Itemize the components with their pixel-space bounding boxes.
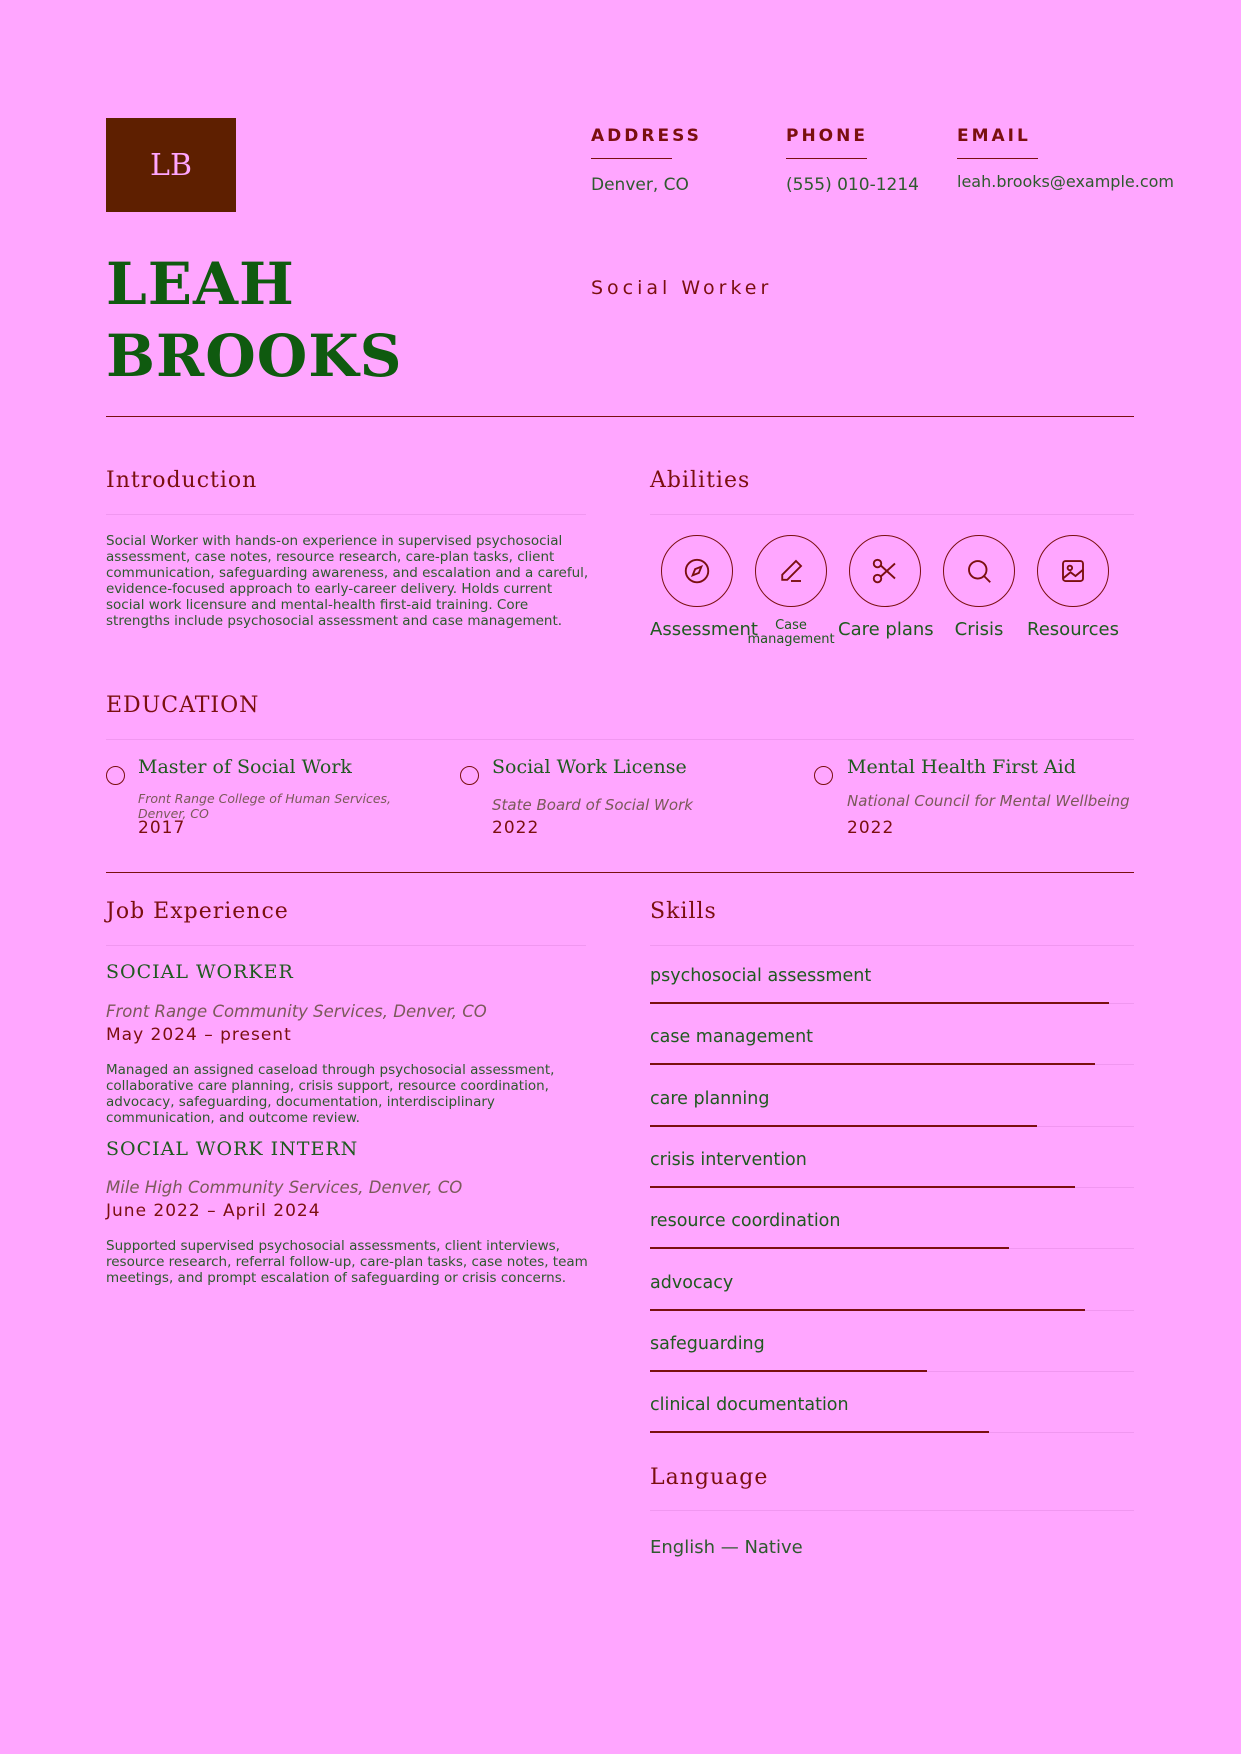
- job-dates: June 2022 – April 2024: [106, 1201, 321, 1221]
- experience-divider: [106, 945, 586, 946]
- skill-level-bar: [650, 1002, 1109, 1004]
- scissors-icon: [870, 556, 900, 586]
- language-item: English — Native: [650, 1537, 803, 1558]
- skills-title: Skills: [650, 899, 717, 924]
- address-underline: [591, 158, 672, 159]
- job-org: Front Range Community Services, Denver, CO: [106, 1002, 487, 1021]
- job-org: Mile High Community Services, Denver, CO: [106, 1178, 463, 1197]
- education-item-title: Social Work License: [492, 756, 687, 778]
- header-divider: [106, 416, 1134, 417]
- ability-label: Resources: [1027, 619, 1119, 640]
- job-title: SOCIAL WORKER: [106, 961, 294, 983]
- skills-divider: [650, 945, 1134, 946]
- job-description: Managed an assigned caseload through psychosocial assessment, collaborative care planning, crisis support, resource coordination, advocacy, safeguarding, documentation, interdisciplinary communication, and outcome review.: [106, 1062, 555, 1126]
- education-item-org: National Council for Mental Wellbeing: [847, 792, 1130, 810]
- skill-label: advocacy: [650, 1272, 734, 1293]
- education-bottom-divider: [106, 872, 1134, 873]
- skill-level-bar: [650, 1186, 1075, 1188]
- skill-level-bar: [650, 1063, 1095, 1065]
- education-divider: [106, 739, 1134, 740]
- ability-circle: [1037, 535, 1109, 607]
- ability-label: Care plans: [838, 619, 934, 640]
- education-item-year: 2017: [138, 818, 186, 838]
- education-item-year: 2022: [847, 818, 895, 838]
- phone-value: (555) 010-1214: [786, 175, 919, 195]
- ability-case-management: [744, 535, 838, 647]
- address-value: Denver, CO: [591, 175, 689, 195]
- person-name: [106, 248, 403, 392]
- skill-label: safeguarding: [650, 1333, 765, 1354]
- search-icon: [964, 556, 994, 586]
- ability-circle: [755, 535, 827, 607]
- email-underline: [957, 158, 1038, 159]
- ability-circle: [849, 535, 921, 607]
- job-role: Social Worker: [591, 277, 773, 299]
- email-label: EMAIL: [957, 126, 1031, 146]
- ability-care-plans: [838, 535, 932, 640]
- ability-resources: [1026, 535, 1120, 640]
- job-description: Supported supervised psychosocial assessments, client interviews, resource research, referral follow-up, care-plan tasks, case notes, team meetings, and prompt escalation of safeguarding or crisis concerns.: [106, 1238, 588, 1286]
- skill-level-bar: [650, 1125, 1037, 1127]
- skill-level-bar: [650, 1431, 989, 1433]
- skill-label: crisis intervention: [650, 1149, 807, 1170]
- ability-circle: [661, 535, 733, 607]
- skill-level-bar: [650, 1309, 1085, 1311]
- skill-label: resource coordination: [650, 1211, 841, 1232]
- last-name: BROOKS: [106, 322, 403, 390]
- education-marker: [460, 766, 479, 785]
- pen-icon: [776, 556, 806, 586]
- introduction-divider: [106, 514, 586, 515]
- education-item-year: 2022: [492, 818, 540, 838]
- ability-label: Case management: [747, 618, 835, 647]
- skill-label: psychosocial assessment: [650, 966, 872, 986]
- first-name: LEAH: [106, 250, 295, 318]
- phone-label: PHONE: [786, 126, 868, 146]
- introduction-title: Introduction: [106, 468, 258, 493]
- ability-circle: [943, 535, 1015, 607]
- experience-title: Job Experience: [106, 899, 289, 924]
- education-item-title: Mental Health First Aid: [847, 756, 1076, 778]
- job-dates: May 2024 – present: [106, 1025, 292, 1045]
- compass-icon: [682, 556, 712, 586]
- language-title: Language: [650, 1465, 769, 1490]
- abilities-divider: [650, 514, 1134, 515]
- education-marker: [106, 766, 125, 785]
- education-marker: [814, 766, 833, 785]
- abilities-title: Abilities: [650, 468, 751, 493]
- education-item-org: State Board of Social Work: [492, 796, 693, 814]
- logo: LB: [106, 118, 236, 212]
- skill-label: case management: [650, 1027, 814, 1048]
- education-item-title: Master of Social Work: [138, 756, 352, 778]
- address-label: ADDRESS: [591, 126, 702, 146]
- image-icon: [1058, 556, 1088, 586]
- ability-crisis: [932, 535, 1026, 640]
- ability-label: Crisis: [954, 619, 1004, 640]
- language-divider: [650, 1510, 1134, 1511]
- skill-label: clinical documentation: [650, 1395, 849, 1416]
- ability-label: Assessment: [650, 619, 758, 640]
- skill-label: care planning: [650, 1088, 770, 1109]
- skill-level-bar: [650, 1370, 927, 1372]
- skill-level-bar: [650, 1247, 1009, 1249]
- email-value[interactable]: leah.brooks@example.com: [957, 172, 1175, 191]
- job-title: SOCIAL WORK INTERN: [106, 1138, 359, 1160]
- introduction-text: Social Worker with hands-on experience in supervised psychosocial assessment, case notes, resource research, care-plan tasks, client communication, safeguarding awareness, and escalation and a careful, evidence-focused approach to early-career delivery. Holds current social work licensure and mental-health first-aid training. Core strengths include psychosocial assessment and case management.: [106, 533, 589, 629]
- phone-underline: [786, 158, 867, 159]
- ability-assessment: [650, 535, 758, 641]
- education-title: EDUCATION: [106, 693, 260, 718]
- education-item-org: Front Range College of Human Services, Denver, CO: [138, 791, 392, 821]
